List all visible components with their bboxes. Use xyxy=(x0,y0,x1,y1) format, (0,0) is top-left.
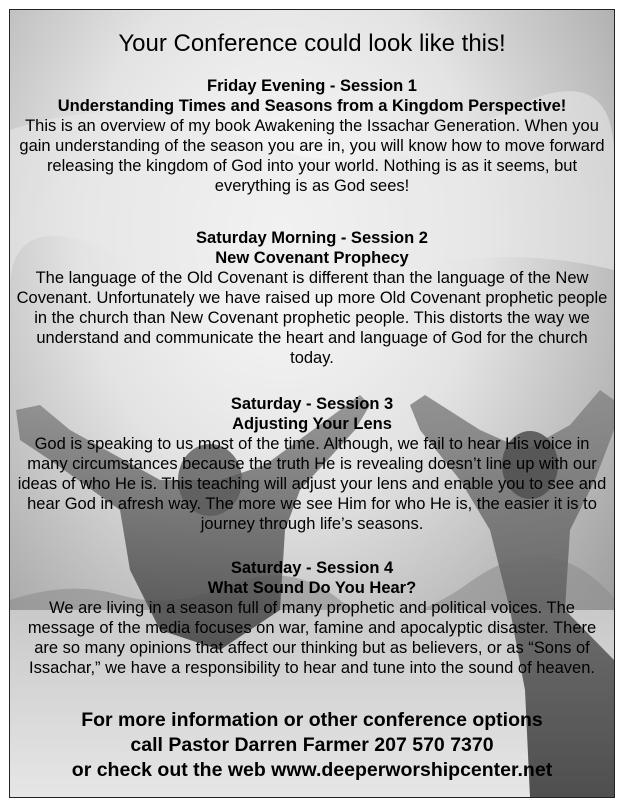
session-subtitle: Adjusting Your Lens xyxy=(232,415,392,433)
session-subtitle: Understanding Times and Seasons from a Kingdom Perspective! xyxy=(57,97,567,115)
session-heading: Friday Evening - Session 1 xyxy=(207,77,417,95)
session-4 xyxy=(16,558,608,678)
session-heading: Saturday Morning - Session 2 xyxy=(196,229,428,247)
session-1 xyxy=(16,76,608,196)
footer-line-phone: call Pastor Darren Farmer 207 570 7370 xyxy=(130,734,494,756)
session-description: We are living in a season full of many prophetic and political voices. The message of the media focuses on war, famine and apocalyptic disaster. There are so many opinions that affect our thinking but as believers, or as “Sons of Issachar,” we have a responsibility to hear and tune into the sound of heaven. xyxy=(27,599,597,677)
footer-line-website: or check out the web www.deeperworshipcenter.net xyxy=(71,759,553,781)
session-description: God is speaking to us most of the time. Although, we fail to hear His voice in many circumstances because the truth He is revealing doesn’t line up with our ideas of who He is. This teaching will adjust your lens and enable you to see and hear God in afresh way. The more we see Him for who He is, the easier it is to journey through life’s seasons. xyxy=(17,435,607,533)
session-description: This is an overview of my book Awakening the Issachar Generation. When you gain understanding of the season you are in, you will know how to move forward releasing the kingdom of God into your world. Nothing is as it seems, but everything is as God sees! xyxy=(19,117,605,195)
flyer-content xyxy=(10,10,614,797)
session-subtitle: What Sound Do You Hear? xyxy=(207,579,417,597)
session-heading: Saturday - Session 3 xyxy=(230,395,394,413)
contact-footer xyxy=(10,708,614,783)
session-description: The language of the Old Covenant is different than the language of the New Covenant. Unfortunately we have raised up more Old Covenant prophetic people in the church than New Covenant prophetic people. This distorts the way we understand and communicate the heart and language of God for the church today. xyxy=(16,269,608,367)
footer-line-info: For more information or other conference options xyxy=(81,709,543,731)
conference-flyer xyxy=(9,9,615,798)
session-subtitle: New Covenant Prophecy xyxy=(215,249,409,267)
session-2 xyxy=(16,228,608,368)
session-heading: Saturday - Session 4 xyxy=(230,559,394,577)
flyer-title: Your Conference could look like this! xyxy=(118,30,506,57)
session-3 xyxy=(16,394,608,534)
